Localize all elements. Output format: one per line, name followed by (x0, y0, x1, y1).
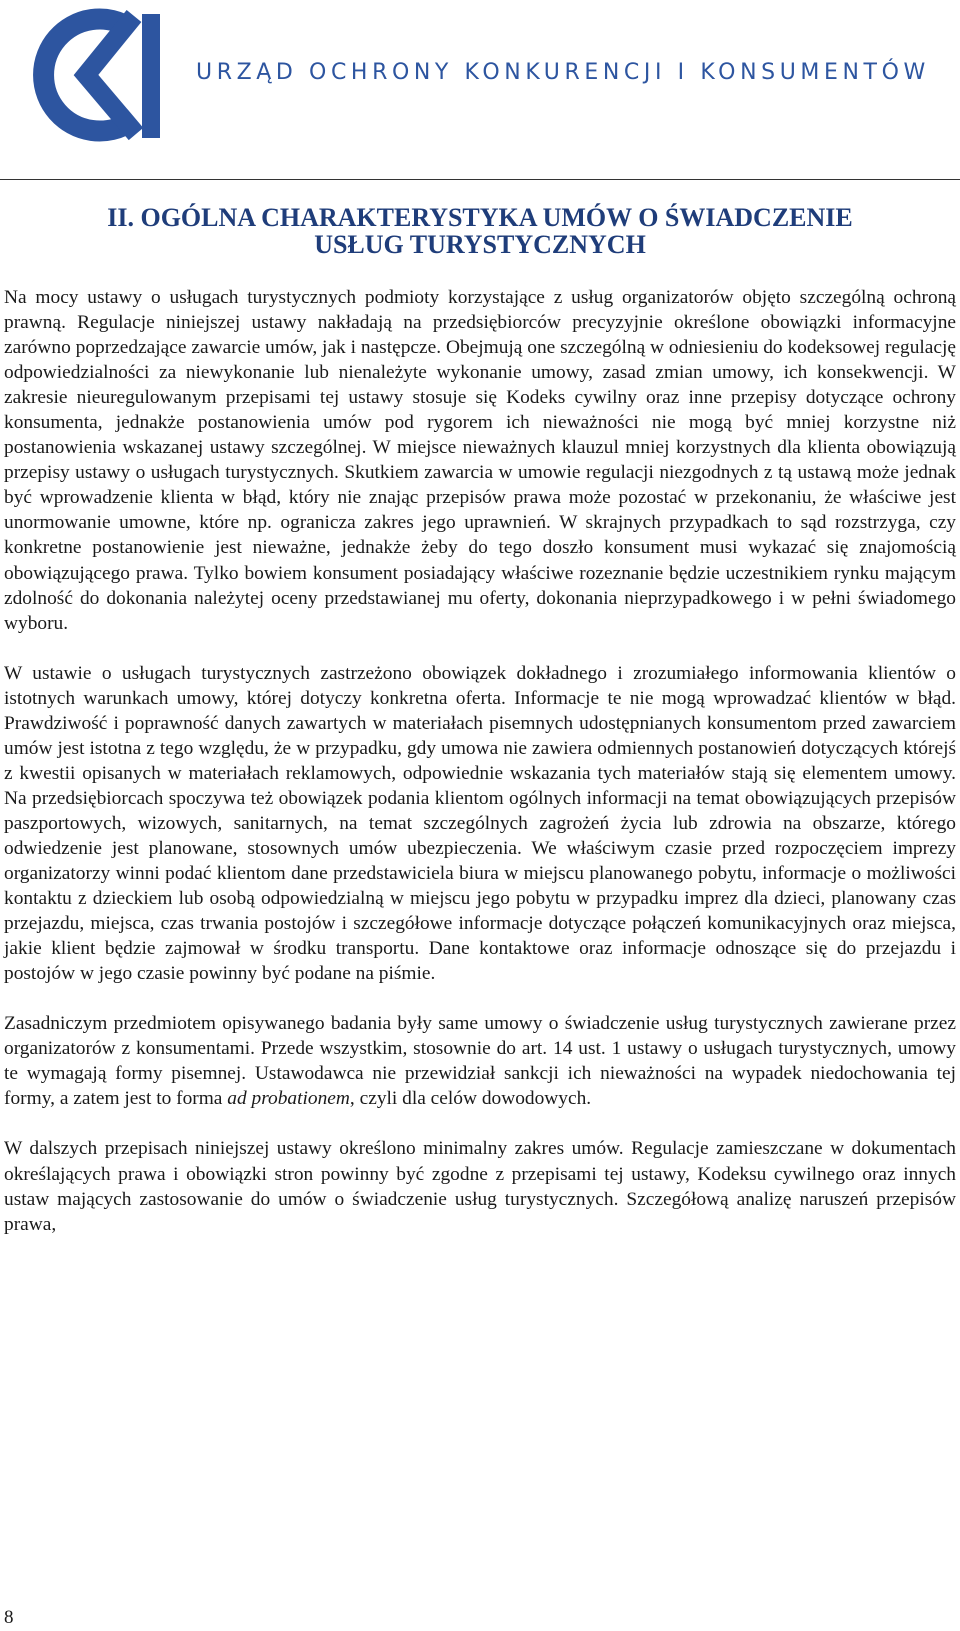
organization-name: URZĄD OCHRONY KONKURENCJI I KONSUMENTÓW (196, 60, 930, 85)
page-header (0, 0, 960, 180)
paragraph-2: W ustawie o usługach turystycznych zastrzeżono obowiązek dokładnego i zrozumiałego informowania klientów o istotnych warunkach umowy, której dotyczy konkretna oferta. Informacje te nie mogą wprowadzać klientów w błąd. Prawdziwość i poprawność danych zawartych w materiałach pisemnych udostępnianych konsumentom przed zawarciem umów jest istotna z tego względu, że w przypadku, gdy umowa nie zawiera odmiennych postanowień dotyczących którejś z kwestii opisanych w materiałach reklamowych, odpowiednie wskazania tych materiałów stają się elementem umowy. Na przedsiębiorcach spoczywa też obowiązek podania klientom ogólnych informacji na temat obowiązujących przepisów paszportowych, wizowych, sanitarnych, na temat szczególnych zagrożeń życia lub zdrowia na obszarze, którego odwiedzenie jest planowane, stosownych umów ubezpieczenia. We właściwym czasie przed rozpoczęciem imprezy organizatorzy winni podać klientom dane przedstawiciela biura w miejscu planowanego pobytu, informacje o możliwości kontaktu z dzieckiem lub osobą odpowiedzialną w miejscu jego pobytu w przypadku imprez dla dzieci, planowany czas przejazdu, miejsca, czas trwania postojów i szczegółowe informacje dotyczące połączeń komunikacyjnych oraz miejsca, jakie klient będzie zajmował w środku transportu. Dane kontaktowe oraz informacje odnoszące się do przejazdu i postojów w jego czasie powinny być podane na piśmie. (4, 662, 956, 985)
uokik-logo-icon (24, 8, 162, 142)
page-number: 8 (4, 1607, 14, 1628)
section-title-line-1: II. OGÓLNA CHARAKTERYSTYKA UMÓW O ŚWIADCZENIE (107, 203, 853, 232)
paragraph-3-text-start: Zasadniczym przedmiotem opisywanego badania były same umowy o świadczenie usług turystycznych zawierane przez organizatorów z konsumentami. Przede wszystkim, stosownie do art. 14 ust. 1 ustawy o usługach turystycznych, umowy te wymagają formy pisemnej. Ustawodawca nie przewidział sankcji ich nieważności na wypadek niedochowania tej formy, a zatem jest to forma (4, 1013, 956, 1110)
section-title-line-2: USŁUG TURYSTYCZNYCH (314, 230, 646, 259)
section-title (0, 204, 960, 258)
paragraph-4: W dalszych przepisach niniejszej ustawy określono minimalny zakres umów. Regulacje zamieszczane w dokumentach określających prawa i obowiązki stron powinny być zgodne z przepisami tej ustawy, Kodeksu cywilnego oraz innych ustaw mających zastosowanie do umów o świadczenie usług turystycznych. Szczegółową analizę naruszeń przepisów prawa, (4, 1138, 956, 1235)
paragraph-3-text-end: , czyli dla celów dowodowych. (349, 1088, 592, 1110)
paragraph-1: Na mocy ustawy o usługach turystycznych podmioty korzystające z usług organizatorów objęto szczególną ochroną prawną. Regulacje niniejszej ustawy nakładają na przedsiębiorców precyzyjnie określone obowiązki informacyjne zarówno poprzedzające zawarcie umów, jak i następcze. Obejmują one szczególną w odniesieniu do kodeksowej regulację odpowiedzialności za niewykonanie lub nienależyte wykonanie umowy, zasad zmian umowy, ich konsekwencji. W zakresie nieuregulowanym przepisami tej ustawy stosuje się Kodeks cywilny oraz inne przepisy dotyczące ochrony konsumenta, jednakże postanowienia umów pod rygorem ich nieważności nie mogą być mniej korzystne niż postanowienia wskazanej ustawy szczególnej. W miejsce nieważnych klauzul mniej korzystnych dla klienta obowiązują przepisy ustawy o usługach turystycznych. Skutkiem zawarcia w umowie regulacji niezgodnych z tą ustawą może jednak być wprowadzenie klienta w błąd, który nie znając przepisów prawa może pozostać w przekonaniu, że właściwe jest unormowanie umowne, które np. ogranicza zakres jego uprawnień. W skrajnych przypadkach to sąd rozstrzyga, czy konkretne postanowienie jest nieważne, jednakże żeby do tego doszło konsument musi wykazać się znajomością obowiązującego prawa. Tylko bowiem konsument posiadający właściwe rozeznanie będzie uczestnikiem rynku mającym zdolność do dokonania należytej oceny przedstawianej mu oferty, dokonania nieprzypadkowego i w pełni świadomego wyboru. (4, 287, 956, 634)
header-divider (0, 179, 960, 180)
paragraph-3 (4, 1011, 956, 1111)
latin-term: ad probationem (227, 1088, 350, 1110)
document-body (4, 285, 956, 1237)
